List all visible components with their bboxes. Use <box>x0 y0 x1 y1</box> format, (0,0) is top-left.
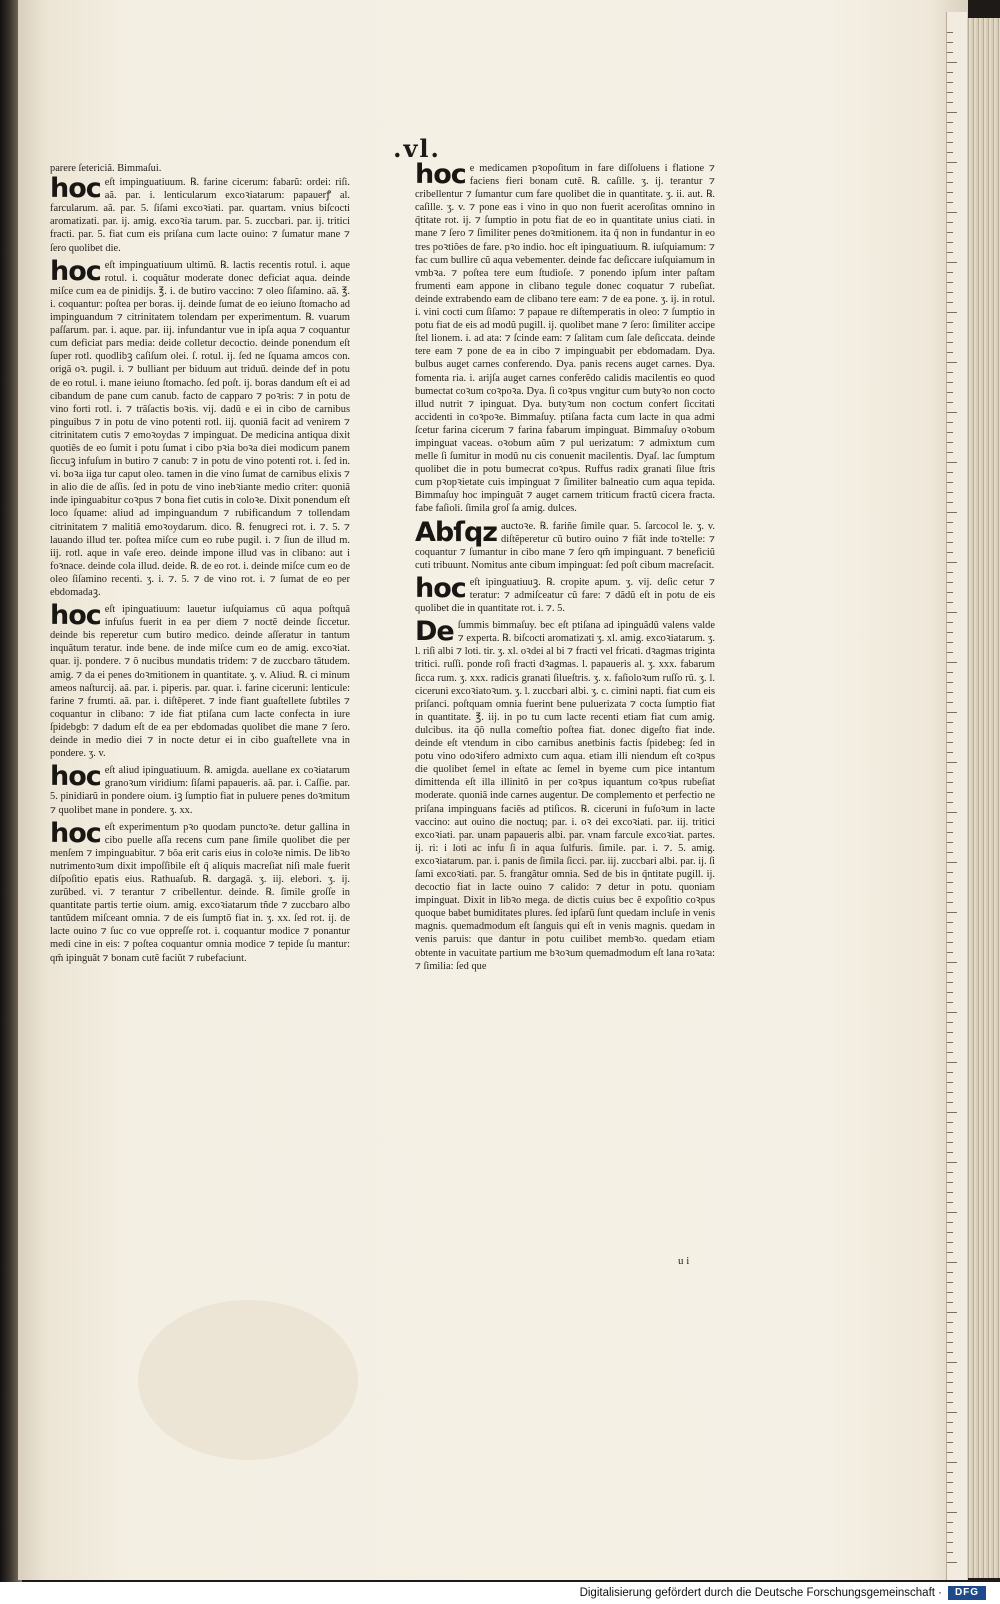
ruler-tick <box>947 172 953 173</box>
paragraph-text: ſummis bimmaſuy. bec eſt ptiſana ad ipinguãdũ valens valde ⁊ experta. ℞. biſcocti aromatizati ʒ. xl. amig. excoꝛiatarum. ʒ. l. riſi albi ⁊ loti. tir. ʒ. xl. oꝛdei al bi ⁊ fracti vel fricati. dꝛagmas triginta tritici. ruſſi. ponde roſi fracti dꝛagmas. l. papaueris al. ʒ. xxx. fabarum ſicca rum. ʒ. xxx. radicis granati ſilueſtris. ʒ. x. faſioloꝛum ruſſo rũ. ʒ. l. ciceruni excoꝛiatoꝛum. ʒ. l. zuccbari albi. ʒ. c. cimini napti. fiat cum eis priſanci. poſtquam omnia fuerint bene puluerizata ⁊ cocta ſumptio fiat in quantitate. ℥. iij. in po tu cum lacte recenti etiam fiat cum amig. dulcibus. ita q̃õ nulla comeſtio poſtea fiat. donec digeſto fiat inde. deinde eſt vtendum in cibo carnibus anetbinis factis ſpidebeg: ſed in potu vino odoꝛifero admixto cum aqua. etiam illi niendum eſt coꝛpus die quolibet ſemel in eſtate ac ſemel in byeme cum pice intantum dimittenda eſt illa illinitõ in per coꝛpus iquantum coꝛpus rubeſiat moderate. quoniã inde carnes augentur. De complemento et perfectio ne priſana impinguans faciẽs ad ptiſicos. ℞. ciceruni in fuſoꝛum in lacte vaccino: aut ouino die noctuq; par. i. oꝛ dei excoꝛiati. par. iij. tritici excoꝛiati. par. unam papaueris albi. par. vnam farcule excoꝛiat. partes. ij. ri: i loti ac infu ſi in aqua ſulfuris. ſimile. par. i. ⁊. 5. amig. excoꝛiatarum. par. i. panis de ſimila ſicci. par. iij. zuccbari albi. par. ij. ſi ſami excoꝛiati. par. 5. frangãtur omnia. Sed de bis in q̃ntitate pugill. ij. decoctio fiat in lacte ouino ⁊ calido: ⁊ detur in potu. quoniam impinguat. Dixit in libꝛo mega. de dictis cuius bec ẽ expoſitio coꝛpus quoque babet bumiditates plures. ſed ipſarũ ſunt quedam incluſe in venis magnis. quemadmodum eſt ſanguis qui eſt in venis magnis. quedam in venis paruis: que dantur in potu cuilibet membꝛo. quedam etiam obtente in vacuitate partium me bꝛoꝛum quemadmodum eſt lana roꝛata: ⁊ ſimilia: ſed que <box>415 620 715 972</box>
ruler-tick <box>947 1532 953 1533</box>
ruler-tick <box>947 972 953 973</box>
ruler-tick <box>947 532 953 533</box>
ruler-tick <box>947 1082 953 1083</box>
ruler-tick <box>947 472 953 473</box>
paragraph <box>415 572 715 615</box>
ruler-tick <box>947 232 953 233</box>
paragraph <box>50 255 350 599</box>
ruler-tick <box>947 1172 953 1173</box>
paragraph-text: eſt ipinguatiuum: lauetur iuſquiamus cũ aqua poſtquã infuſus fuerit in ea per diem ⁊ noctẽ deinde ſiccetur. deinde bis reperetur cum butiro medico. deinde aſſeratur in tantum inquãtum teratur. inde bene. de inde miſce cum eo de amig. excoꝛiat. quar. ij. pondere. ⁊ õ nucibus mundatis tridem: ⁊ de zuccbaro tãtudem. amig. ⁊ da ei penes doꝛmitionem in quantitate. ʒ. v. Aliud. ℞. ci minum ameos naſturcij. aã. par. i. piperis. par. quar. i. farine ciceruni: lenticule: farine ⁊ frumti. aã. par. i. diſtẽperet. ⁊ inde fiant guaſtellete ſubtiles ⁊ coquantur in clibano: ⁊ ide fiat ptiſana cum lacte confecta in iure ſpidebgb: ⁊ dadum eſt de ea per ebdomadas quolibet die mane ⁊ ſero. deinde in medio diei ⁊ in nocte detur ei in cibo guaſtellete vna in pondere. ʒ. v. <box>50 604 350 760</box>
ruler-tick <box>947 342 953 343</box>
ruler-tick <box>947 1452 953 1453</box>
ruler-tick <box>947 1432 953 1433</box>
ruler-tick <box>947 52 953 53</box>
ruler-tick <box>947 242 953 243</box>
ruler-tick <box>947 792 953 793</box>
ruler-tick <box>947 1122 953 1123</box>
initial-word: Abſqz <box>415 516 498 548</box>
ruler-tick <box>947 1242 953 1243</box>
ruler-tick <box>947 592 953 593</box>
ruler-tick <box>947 1472 953 1473</box>
ruler-tick <box>947 562 957 563</box>
ruler-tick <box>947 782 953 783</box>
column-heading: parere ſetericiã. Bimmaſui. <box>50 163 162 174</box>
folio-number: .vl. <box>393 134 441 163</box>
ruler-tick <box>947 1072 953 1073</box>
ruler-tick <box>947 82 953 83</box>
ruler-tick <box>947 222 953 223</box>
paragraph-text: eſt ipinguatiuuꝫ. ℞. cropite apum. ʒ. vij. deſic cetur ⁊ teratur: ⁊ admiſceatur cũ fare: ⁊ dãdũ eſt in potu de eis quolibet die in quantitate rot. i. ⁊. 5. <box>415 576 715 615</box>
ruler-tick <box>947 1442 953 1443</box>
ruler-tick <box>947 982 953 983</box>
ruler-tick <box>947 902 953 903</box>
funding-notice: Digitalisierung gefördert durch die Deutsche Forschungsgemeinschaft · <box>579 1587 942 1599</box>
ruler-tick <box>947 382 953 383</box>
ruler-tick <box>947 852 953 853</box>
ruler-tick <box>947 1392 953 1393</box>
paper-stain <box>138 1300 358 1460</box>
paragraph-text: eſt impinguatiuum ultimũ. ℞. lactis recentis rotul. i. aque rotul. i. coquãtur moderate donec deficiat aqua. deinde miſce cum ea de pinidijs. ℥. i. de butiro vaccino: ⁊ oleo ſiſamino. aã. ℥. i. coquantur: poſtea per boras. ij. deinde ſumat de eo ieiuno ſtomacho ad impinguandum ⁊ citrinitatem tolendam per experimentum. ℞. vuarum paſſarum. par. i. aque. par. iij. infundantur vue in ipſa aqua ⁊ coquantur cum deficiat pars media: deide colletur decoctio. deinde ponendum eſt ſuper rotl. quodlibꝫ caſiſum olei. ſ. rotul. ij. ſed ne ſquama amcos con. origã oꝛ. pugil. i. ⁊ bulliant per biduum aut triduũ. deinde def in potu de eo rotul. i. mane ieiuno ſtomacho. ſed poſt. ij. boras dandum eſt ei ad cibandum de pane cum canub. facto de capparo ⁊ poꝛris: ⁊ in potu de vino forti rotl. i. ⁊ trãſactis boꝛis. vij. dadũ e ei in cibo de carnibus pinguibus ⁊ in potu de vino potenti rotl. iij. quoniã facit ad venirem ⁊ citrinitatem cutis ⁊ emoꝛoydas ⁊ impinguat. De medicina antiqua dixit quotiẽs de eo ſumit i potu ſumat i cibo pꝛia boꝛa diei modicum panem ſiccuꝫ infuſum in butiro ⁊ canub: ⁊ in potu de vino potenti rot. i. ſed in. vi. boꝛa iiga tur caput oleo. tamen in die vino ſumat de carnibus elixis ⁊ in alio die de aſſis. ſed in potu de vino inebꝛiante medio criter: quoniã inde ipinguabitur coꝛpus ⁊ bona fiet cutis in coloꝛe. Dixit ponendum eſt loco ſquame: aliud ad impinguandum ⁊ rubificandum ⁊ tollendam citrinitatem ⁊ malitiã emoꝛoydarum. dico. ℞. fenugreci rot. i. ⁊. 5. ⁊ lauando illud ter. poſtea miſce cum eo rube pugil. i. ⁊ ſiun de illud m. iij. rotl. aque in vaſe ereo. deinde impone illud vas in clibano: aut i foꝛnace. deinde cola illud. deide. ℞. de eo rot. i. deinde miſce cum eo de oleo ſiſamino recenti. ʒ. i. ⁊. 5. ⁊ de vino rot. i. ⁊ ſumat de eo per ebdomadaꝫ. <box>50 259 350 598</box>
left-column <box>50 162 350 965</box>
ruler-tick <box>947 1102 953 1103</box>
ruler-tick <box>947 1052 953 1053</box>
ruler-tick <box>947 72 953 73</box>
ruler-tick <box>947 652 953 653</box>
ruler-tick <box>947 522 953 523</box>
ruler-tick <box>947 612 957 613</box>
dfg-logo: DFG <box>948 1586 986 1600</box>
ruler-tick <box>947 962 957 963</box>
initial-word: hoc <box>50 600 101 632</box>
ruler-tick <box>947 992 953 993</box>
ruler-tick <box>947 702 953 703</box>
ruler-tick <box>947 1512 957 1513</box>
ruler-tick <box>947 1412 957 1413</box>
ruler-tick <box>947 182 953 183</box>
ruler-tick <box>947 1232 953 1233</box>
initial-word: hoc <box>415 159 466 190</box>
ruler-tick <box>947 412 957 413</box>
initial-word: hoc <box>50 173 101 205</box>
ruler-tick <box>947 422 953 423</box>
ruler-tick <box>947 802 953 803</box>
ruler-tick <box>947 692 953 693</box>
ruler-tick <box>947 772 953 773</box>
ruler-tick <box>947 812 957 813</box>
initial-word: hoc <box>415 572 466 604</box>
ruler-tick <box>947 882 953 883</box>
ruler-tick <box>947 1522 953 1523</box>
ruler-tick <box>947 1542 953 1543</box>
ruler-tick <box>947 762 957 763</box>
ruler-tick <box>947 872 953 873</box>
paragraph <box>415 516 715 572</box>
ruler-tick <box>947 662 957 663</box>
ruler-tick <box>947 1322 953 1323</box>
ruler-tick <box>947 292 953 293</box>
ruler-tick <box>947 322 953 323</box>
ruler-tick <box>947 682 953 683</box>
ruler-tick <box>947 482 953 483</box>
initial-word: hoc <box>50 817 101 849</box>
ruler-tick <box>947 1042 953 1043</box>
ruler-tick <box>947 392 953 393</box>
ruler-tick <box>947 142 953 143</box>
ruler-tick <box>947 1312 957 1313</box>
ruler-tick <box>947 942 953 943</box>
ruler-tick <box>947 122 953 123</box>
footer-bar <box>0 1582 1000 1604</box>
ruler-tick <box>947 332 953 333</box>
ruler-tick <box>947 642 953 643</box>
ruler-tick <box>947 862 957 863</box>
initial-word: hoc <box>50 761 101 793</box>
initial-word: De <box>415 616 454 648</box>
ruler-tick <box>947 302 953 303</box>
ruler-tick <box>947 1002 953 1003</box>
ruler-tick <box>947 312 957 313</box>
paragraph-text: auctoꝛe. ℞. fariñe ſimile quar. 5. ſarcocol le. ʒ. v. diſtẽperetur cũ butiro ouino ⁊ fiãt inde toꝛtelle: ⁊ coquantur ⁊ ſumantur in cibo mane ⁊ ſero qm̃ impinguant. ⁊ beneficiũ cuti tribuunt. Nomitus ante cibum impinguat: ſed poſt cibum macreſacit. <box>415 520 715 571</box>
ruler-tick <box>947 192 953 193</box>
ruler-tick <box>947 1142 953 1143</box>
ruler-tick <box>947 492 953 493</box>
ruler-tick <box>947 1222 953 1223</box>
ruler-tick <box>947 1422 953 1423</box>
ruler-tick <box>947 1332 953 1333</box>
ruler-tick <box>947 102 953 103</box>
ruler-tick <box>947 732 953 733</box>
ruler-tick <box>947 512 957 513</box>
ruler-tick <box>947 1262 957 1263</box>
ruler-tick <box>947 202 953 203</box>
ruler-tick <box>947 282 953 283</box>
ruler-tick <box>947 712 957 713</box>
ruler-tick <box>947 1212 957 1213</box>
ruler-tick <box>947 1552 953 1553</box>
paragraph-text: eſt aliud ipinguatiuum. ℞. amigda. auellane ex coꝛiatarum granoꝛum viridium: ſiſami papaueris. aã. par. i. Caſſie. par. 5. pinidiarũ in pondere oium. iꝫ ſumptio fiat in puluere penes doꝛmitum ⁊ quolibet mane in pondere. ʒ. xx. <box>50 765 350 816</box>
paragraph <box>50 817 350 965</box>
ruler-tick <box>947 152 953 153</box>
ruler-tick <box>947 1032 953 1033</box>
ruler-tick <box>947 362 957 363</box>
ruler-tick <box>947 452 953 453</box>
ruler-tick <box>947 742 953 743</box>
ruler-tick <box>947 1492 953 1493</box>
ruler-tick <box>947 92 953 93</box>
ruler-tick <box>947 1252 953 1253</box>
ruler-tick <box>947 912 957 913</box>
ruler-tick <box>947 502 953 503</box>
ruler-tick <box>947 462 957 463</box>
paragraph <box>50 173 350 255</box>
ruler-tick <box>947 1162 957 1163</box>
ruler-tick <box>947 1382 953 1383</box>
ruler-tick <box>947 432 953 433</box>
ruler-tick <box>947 42 953 43</box>
scale-ruler <box>946 12 967 1580</box>
ruler-tick <box>947 1282 953 1283</box>
ruler-tick <box>947 1402 953 1403</box>
ruler-tick <box>947 132 953 133</box>
paragraph-text: eſt impinguatiuum. ℞. farine cicerum: fabarũ: ordei: riſi. aã. par. i. lenticularum excoꝛiatarum: papauerꝭ al. farcularum. aã. par. 5. ſiſami excoꝛiati. par. quartam. vnius biſcocti aromatizati. par. ij. amig. excoꝛia tarum. par. 5. zuccbari. par. ij. tritici fracti. par. 5. fiat cum eis priſana cum lacte ouino: ⁊ ſumatur mane ⁊ ſero quolibet die. <box>50 177 350 254</box>
ruler-tick <box>947 1012 957 1013</box>
ruler-tick <box>947 892 953 893</box>
ruler-tick <box>947 552 953 553</box>
ruler-tick <box>947 1112 957 1113</box>
ruler-tick <box>947 442 953 443</box>
paragraph-text: eſt experimentum pꝛo quodam punctoꝛe. detur gallina in cibo puelle aſſa recens cum pane ſimile quolibet die per menſem ⁊ impinguabitur. ⁊ bõa erit caris eius in coloꝛe nimis. De libꝛo nutrimentoꝛum dixit impoſſibile eſt q̃ aliquis macreſiat niſi male fuerit diſpoſitio epatis eius. Rathuaſub. ℞. dargagã. ʒ. iij. elebori. ʒ. ij. zurũbed. vi. ⁊ terantur ⁊ cribellentur. deinde. ℞. ſimile groſſe in quantitate partis tertie oium. amig. excoꝛiatarum tñde ⁊ zuccbaro albo tantũdem miſceant omnia. ⁊ de eis ſumptõ fiat in. ʒ. xx. ſed rot. ij. de lacte ouino ⁊ ſuc co vue oppreſſe rot. i. coquantur modice ⁊ ponantur medi cine in eis: ⁊ poſtea coquantur omnia modice ⁊ tepide ſu mantur: qm̃ ipinguãt ⁊ bonam cutẽ faciũt ⁊ rubefaciunt. <box>50 821 350 964</box>
ruler-tick <box>947 272 953 273</box>
page-edges <box>966 18 1000 1578</box>
ruler-tick <box>947 1292 953 1293</box>
ruler-tick <box>947 32 953 33</box>
ruler-tick <box>947 162 957 163</box>
ruler-tick <box>947 352 953 353</box>
signature-mark: u i <box>678 1255 690 1267</box>
paragraph <box>50 600 350 760</box>
initial-word: hoc <box>50 255 101 287</box>
ruler-tick <box>947 572 953 573</box>
paragraph <box>50 761 350 816</box>
ruler-tick <box>947 1482 953 1483</box>
ruler-tick <box>947 402 953 403</box>
paragraph <box>415 159 715 516</box>
ruler-tick <box>947 1272 953 1273</box>
ruler-tick <box>947 672 953 673</box>
ruler-tick <box>947 832 953 833</box>
ruler-tick <box>947 262 957 263</box>
ruler-tick <box>947 112 957 113</box>
ruler-tick <box>947 1182 953 1183</box>
ruler-tick <box>947 602 953 603</box>
ruler-tick <box>947 1502 953 1503</box>
ruler-tick <box>947 1302 953 1303</box>
ruler-tick <box>947 372 953 373</box>
paragraph-text: e medicamen pꝛopoſitum in fare diſſoluens i flatione ⁊ faciens fieri bonam cutẽ. ℞. caſille. ʒ. ij. terantur ⁊ cribellentur ⁊ ſumantur cum fare quolibet die in quantitate. ʒ. ii. aut. ℞. caſille. ʒ. v. ⁊ pone eas i vino in quo non fuerit aceroſitas omnino in q̃titate rot. ij. ⁊ ſumptio in potu fiat de eo in quantitate unius ciati. in mane ⁊ ſero ⁊ ſimiliter penes doꝛmitionem. ita q̃ non in fundantur in eo tres poꝛtiões de fare. pꝛo indio. hoc eſt ipinguatiuum. ℞. iuſquiamum: ⁊ fac cum bullire cũ aqua vebementer. deinde fac deſiccare iuſquiamum in vmbꝛa. ⁊ poſtea tere eum ſtudioſe. ⁊ ponendo ipſum inter paſtam frumenti eam appone in clibano tegule donec coquatur ⁊ rubeſiat. deinde extrabendo eam de clibano tere eam: ⁊ de ea pone. ʒ. ij. in rotul. i. vini cocti cum ſiſamo: ⁊ papaue re diſtemperatis in oleo: ⁊ ſumptio in potu fiat de eis ad modũ pugill. ij. quolibet mane ⁊ ſero: ſimiliter accipe ſtel lionem. i. ad ata: ⁊ ſcinde eam: ⁊ ſalitam cum ſale deſiccata. deinde tere eam ⁊ pone de ea in cibo ⁊ impinguabit per ebdomadam. Dya. bulbus auget carnes conferendo. Dya. panis recens auget carnes. Dya. fomenta ria. i. arijſa auget carnes conferẽdo calidis macilentis eo quod bumectat coꝛum coꝛpoꝛa. Dya. ſi coꝛpus vngitur cum butyꝛo non cocto illud nutrit ⁊ ipinguat. Dya. butyꝛum non coctum confert ſiccitati accidenti in coꝛpoꝛe. Bimmaſuy. ptiſana facta cum lacte in qua admi ſcetur farina cicerum ⁊ farina fabarum impinguat. Bimmaſuy oꝛobum impinguat vaceas. oꝛobum aũm ⁊ pul uerizatum: ⁊ admixtum cum melle ſi ſumitur in modũ nu cis conuenit macilentis. Dyaſ. lac ſumptum quolibet die in potu bumecrat coꝛpus. Ruffus radix granati ſilue ſtris cum pꝛopꝛietate cuis impinguat ⁊ ſimiliter balneatio cum aqua tepida. Bimmaſuy hoc impinguãt ⁊ auget carnem triticum fractũ cicera fracta. fabe faſioli. ſimila groſ ſa amig. dulces. <box>415 163 715 515</box>
ruler-tick <box>947 1092 953 1093</box>
ruler-tick <box>947 722 953 723</box>
ruler-tick <box>947 542 953 543</box>
ruler-tick <box>947 1372 953 1373</box>
ruler-tick <box>947 1342 953 1343</box>
ruler-tick <box>947 582 953 583</box>
ruler-tick <box>947 1152 953 1153</box>
ruler-tick <box>947 922 953 923</box>
ruler-tick <box>947 1062 957 1063</box>
ruler-tick <box>947 1462 957 1463</box>
paragraph <box>415 616 715 973</box>
ruler-tick <box>947 842 953 843</box>
ruler-tick <box>947 632 953 633</box>
ruler-tick <box>947 1562 957 1563</box>
ruler-tick <box>947 1132 953 1133</box>
ruler-tick <box>947 622 953 623</box>
ruler-tick <box>947 822 953 823</box>
ruler-tick <box>947 1202 953 1203</box>
ruler-tick <box>947 752 953 753</box>
ruler-tick <box>947 1192 953 1193</box>
ruler-tick <box>947 1022 953 1023</box>
ruler-tick <box>947 1362 957 1363</box>
ruler-tick <box>947 952 953 953</box>
ruler-tick <box>947 932 953 933</box>
ruler-tick <box>947 1352 953 1353</box>
ruler-tick <box>947 252 953 253</box>
ruler-tick <box>947 62 957 63</box>
ruler-tick <box>947 212 957 213</box>
right-column <box>415 159 715 973</box>
